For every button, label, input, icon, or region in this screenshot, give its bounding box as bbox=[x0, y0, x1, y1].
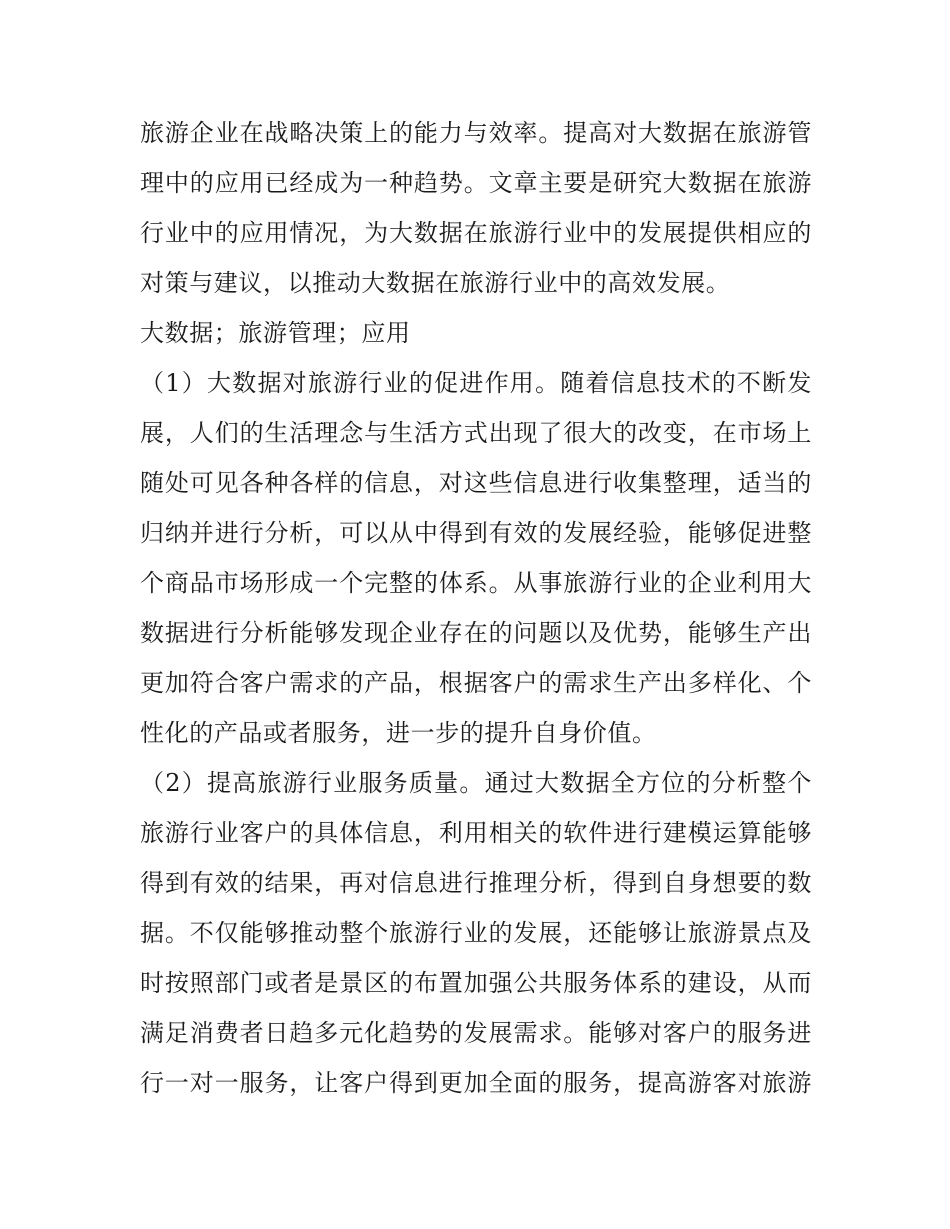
text-line: 性化的产品或者服务，进一步的提升自身价值。 bbox=[140, 719, 657, 747]
text-line: （1）大数据对旅游行业的促进作用。随着信息技术的不断发 bbox=[140, 369, 812, 397]
text-line: 时按照部门或者是景区的布置加强公共服务体系的建设，从而 bbox=[140, 969, 812, 997]
text-line: 行一对一服务，让客户得到更加全面的服务，提高游客对旅游 bbox=[140, 1069, 812, 1097]
text-line: （2）提高旅游行业服务质量。通过大数据全方位的分析整个 bbox=[140, 769, 812, 797]
paragraph-1 bbox=[140, 358, 812, 758]
text-line: 旅游企业在战略决策上的能力与效率。提高对大数据在旅游管 bbox=[140, 119, 812, 147]
document-page bbox=[140, 108, 812, 1108]
text-line: 旅游行业客户的具体信息，利用相关的软件进行建模运算能够 bbox=[140, 819, 812, 847]
text-line: 随处可见各种各样的信息，对这些信息进行收集整理，适当的 bbox=[140, 469, 812, 497]
text-line: 归纳并进行分析，可以从中得到有效的发展经验，能够促进整 bbox=[140, 519, 812, 547]
text-line: 得到有效的结果，再对信息进行推理分析，得到自身想要的数 bbox=[140, 869, 812, 897]
text-line: 理中的应用已经成为一种趋势。文章主要是研究大数据在旅游 bbox=[140, 169, 812, 197]
text-line: 满足消费者日趋多元化趋势的发展需求。能够对客户的服务进 bbox=[140, 1019, 812, 1047]
keywords-line: 大数据；旅游管理；应用 bbox=[140, 319, 411, 347]
text-line: 数据进行分析能够发现企业存在的问题以及优势，能够生产出 bbox=[140, 619, 812, 647]
text-line: 对策与建议，以推动大数据在旅游行业中的高效发展。 bbox=[140, 269, 731, 297]
paragraph-2 bbox=[140, 758, 812, 1108]
text-line: 展，人们的生活理念与生活方式出现了很大的改变，在市场上 bbox=[140, 419, 812, 447]
text-line: 个商品市场形成一个完整的体系。从事旅游行业的企业利用大 bbox=[140, 569, 812, 597]
text-line: 更加符合客户需求的产品，根据客户的需求生产出多样化、个 bbox=[140, 669, 812, 697]
text-line: 据。不仅能够推动整个旅游行业的发展，还能够让旅游景点及 bbox=[140, 919, 812, 947]
text-line: 行业中的应用情况，为大数据在旅游行业中的发展提供相应的 bbox=[140, 219, 812, 247]
abstract-paragraph bbox=[140, 108, 812, 308]
